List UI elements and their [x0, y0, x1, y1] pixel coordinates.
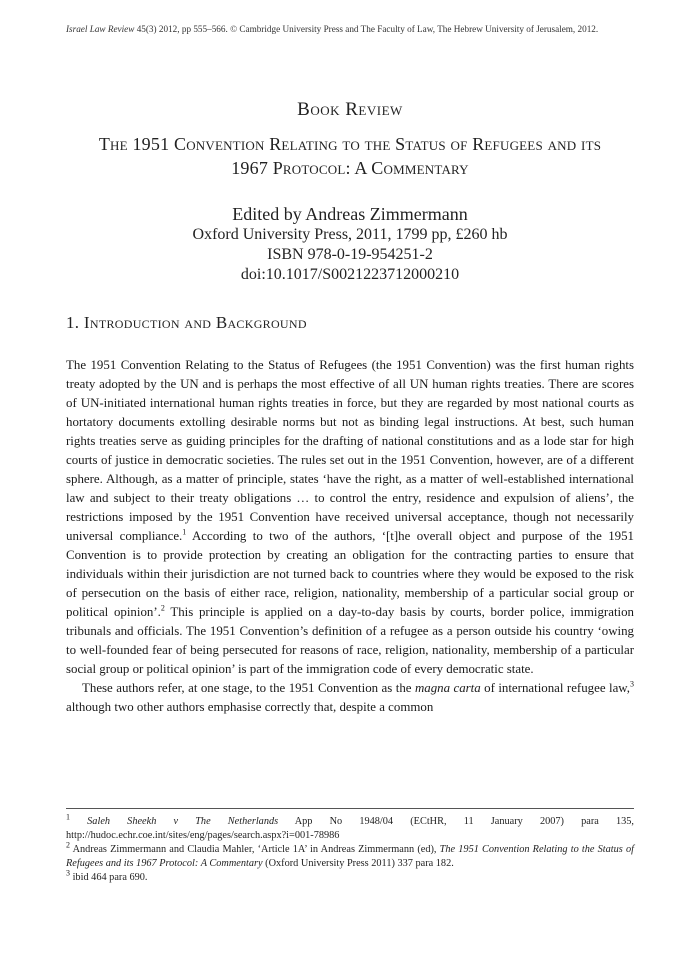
book-title [50, 132, 650, 180]
footnote-3-number: 3 [66, 868, 70, 878]
book-title-line-1: The 1951 Convention Relating to the Status of Refugees and its [98, 134, 602, 154]
review-label: Book Review [297, 99, 403, 120]
paragraph-1-part-1: The 1951 Convention Relating to the Status of Refugees (the 1951 Convention) was the first human rights treaty adopted by the UN and is perhaps the most effective of all UN human rights treaties. There are scores of UN-initiated international human rights treaties in force, but they are regarded by most national courts as hortatory documents extolling desirable norms but not as binding legal instructions. At best, such human rights treaties serve as guiding principles for the drafting of national constitutions and as a lode star for high courts of justice in democratic societies. The rules set out in the 1951 Convention, however, are of a different sphere. Although, as a matter of principle, states ‘have the right, as a matter of well-established international law and subject to their treaty obligations … to control the entry, residence and expulsion of aliens’, the restrictions imposed by the 1951 Convention have received universal acceptance, though not necessarily universal compliance. [66, 358, 634, 543]
footnote-ref-1[interactable]: 1 [182, 527, 187, 537]
journal-citation: 45(3) 2012, pp 555–566. © Cambridge University Press and The Faculty of Law, The Hebrew University of Jerusalem, 2012. [134, 24, 599, 34]
footnote-ref-3[interactable]: 3 [630, 679, 634, 689]
book-editor: Edited by Andreas Zimmermann [232, 204, 468, 224]
footnote-divider [66, 808, 634, 809]
section-heading: 1. Introduction and Background [66, 313, 307, 332]
paragraph-2-part-3: although two other authors emphasise correctly that, despite a common [66, 700, 434, 714]
paragraph-2-part-2: of international refugee law, [480, 681, 630, 695]
body-text [66, 356, 634, 717]
paragraph-2-part-1: These authors refer, at one stage, to the 1951 Convention as the [82, 681, 415, 695]
footnote-1-text: App No 1948/04 (ECtHR, 11 January 2007) para 135, http://hudoc.echr.coe.int/sites/eng/pages/search.aspx?i=001-78986 [66, 816, 634, 841]
paragraph-2 [66, 679, 634, 717]
paragraph-1 [66, 356, 634, 679]
journal-name: Israel Law Review [66, 24, 135, 34]
book-publisher: Oxford University Press, 2011, 1799 pp, £260 hb [192, 226, 508, 243]
footnote-2-text-1: Andreas Zimmermann and Claudia Mahler, ‘Article 1A’ in Andreas Zimmermann (ed), [70, 844, 440, 855]
paragraph-1-part-2: According to two of the authors, ‘[t]he overall object and purpose of the 1951 Convention is to provide protection by creating an obligation for the contracting parties to ensure that individuals within their jurisdiction are not turned back to countries where they would be exposed to the risk of persecution on the basis of either race, religion, nationality, membership of a particular social group or political opinion’. [66, 529, 635, 619]
footnote-ref-2[interactable]: 2 [160, 603, 165, 613]
paragraph-2-italic: magna carta [414, 681, 481, 695]
paragraph-1-part-3: This principle is applied on a day-to-day basis by courts, border police, immigration tribunals and officials. The 1951 Convention’s definition of a refugee as a person outside his country ‘owing to well-founded fear of being persecuted for reasons of race, religion, nationality, membership of a particular social group or political opinion’ is part of the immigration code of every democratic state. [66, 605, 634, 676]
footnote-2 [66, 840, 634, 871]
footnote-1-number: 1 [66, 812, 70, 822]
footnote-2-book: The 1951 Convention Relating to the Status of Refugees and its 1967 Protocol: A Commentary [66, 844, 634, 869]
running-head [66, 24, 646, 34]
footnote-3 [66, 868, 634, 885]
footnotes [66, 812, 634, 885]
footnote-1-case: Saleh Sheekh v The Netherlands [87, 816, 279, 827]
book-doi: doi:10.1017/S0021223712000210 [240, 266, 460, 283]
footnote-2-text-2: (Oxford University Press 2011) 337 para 182. [262, 858, 454, 869]
footnote-3-text: ibid 464 para 690. [70, 872, 148, 883]
footnote-1 [66, 812, 634, 843]
footnote-2-number: 2 [66, 840, 70, 850]
book-meta [0, 203, 700, 285]
book-isbn: ISBN 978-0-19-954251-2 [267, 246, 433, 263]
book-title-line-2: 1967 Protocol: A Commentary [231, 158, 469, 178]
